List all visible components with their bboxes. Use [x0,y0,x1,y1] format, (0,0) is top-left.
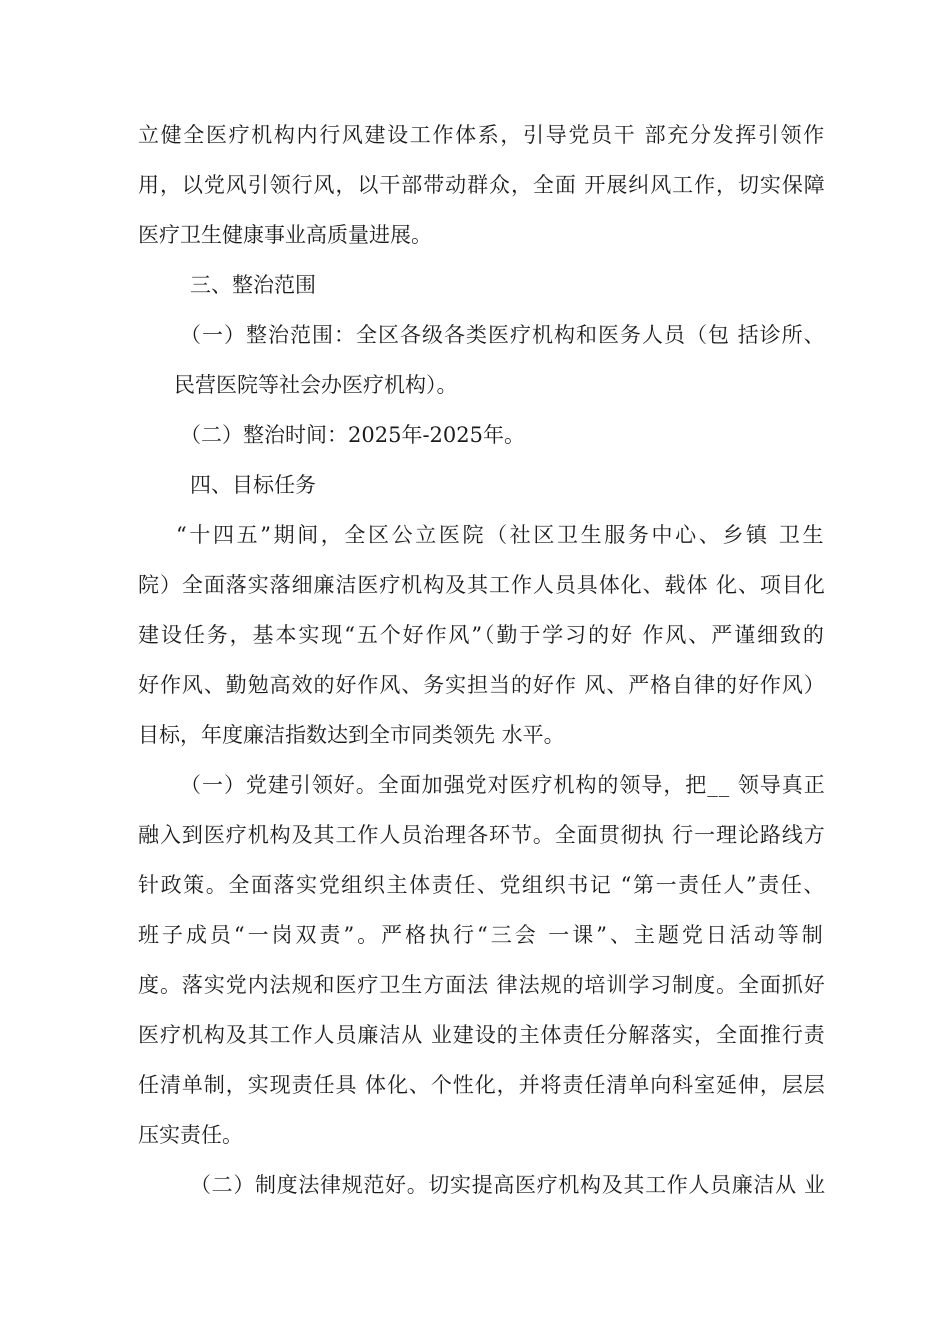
text-line: 医疗卫生健康事业高质量进展。 [138,223,432,247]
text-line: 压实责任。 [138,1123,243,1147]
text-line: 用，以党风引领行风，以干部带动群众，全面 开展纠风工作，切实保障 [138,173,826,197]
text-line: 任清单制，实现责任具 体化、个性化，并将责任清单向科室延伸，层层 [138,1073,826,1097]
text-line: （二）制度法律规范好。切实提高医疗机构及其工作人员廉洁从 业 [190,1173,826,1197]
text-line: “十四五”期间，全区公立医院（社区卫生服务中心、乡镇 卫生 [176,523,827,547]
text-line: 好作风、勤勉高效的好作风、务实担当的好作 风、严格自律的好作风） [138,673,826,697]
text-line: 院）全面落实落细廉洁医疗机构及其工作人员具体化、载体 化、项目化 [138,573,826,597]
section-heading: 三、整治范围 [190,273,316,297]
text-line: 班子成员“一岗双责”。严格执行“三会 一课”、主题党日活动等制 [138,923,826,947]
text-line: 融入到医疗机构及其工作人员治理各环节。全面贯彻执 行一理论路线方 [138,823,826,847]
text-line: 立健全医疗机构内行风建设工作体系，引导党员干 部充分发挥引领作 [138,123,826,147]
text-line: （一）党建引领好。全面加强党对医疗机构的领导，把__ 领导真正 [180,773,826,797]
text-line: 医疗机构及其工作人员廉洁从 业建设的主体责任分解落实，全面推行责 [138,1023,826,1047]
text-line: 度。落实党内法规和医疗卫生方面法 律法规的培训学习制度。全面抓好 [138,973,826,997]
text-line: 建设任务，基本实现“五个好作风”（勤于学习的好 作风、严谨细致的 [138,623,826,647]
text-line: （一）整治范围：全区各级各类医疗机构和医务人员（包 括诊所、 [180,323,826,347]
text-line: 目标，年度廉洁指数达到全市同类领先 水平。 [138,723,565,747]
text-line: （二）整治时间：2025年-2025年。 [180,423,525,447]
section-heading: 四、目标任务 [190,473,316,497]
text-line: 民营医院等社会办医疗机构）。 [174,373,458,397]
text-line: 针政策。全面落实党组织主体责任、党组织书记 “第一责任人”责任、 [138,873,827,897]
